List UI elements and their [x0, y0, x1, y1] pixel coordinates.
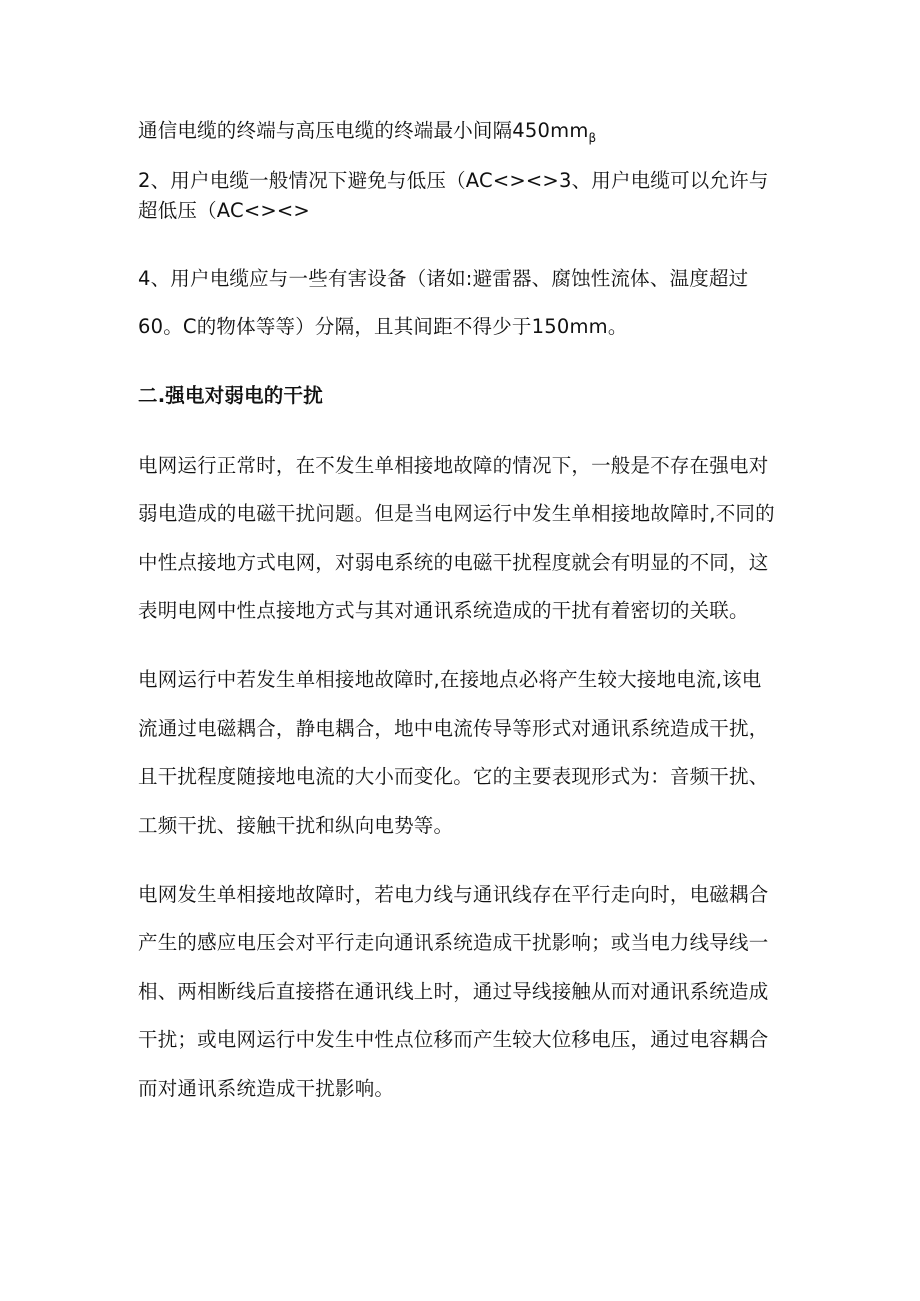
paragraph-2-line: 且干扰程度随接地电流的大小而变化。它的主要表现形式为：音频干扰、: [138, 765, 769, 788]
paragraph-3-line: 电网发生单相接地故障时，若电力线与通讯线存在平行走向时，电磁耦合: [138, 883, 769, 906]
paragraph-3-line: 产生的感应电压会对平行走向通讯系统造成干扰影响；或当电力线导线一: [138, 931, 769, 954]
paragraph-1-line: 中性点接地方式电网，对弱电系统的电磁干扰程度就会有明显的不同，这: [138, 551, 769, 574]
intro-subscript: β: [588, 131, 597, 145]
paragraph-1-line: 表明电网中性点接地方式与其对通讯系统造成的干扰有着密切的关联。: [138, 599, 749, 622]
paragraph-3-line: 而对通讯系统造成干扰影响。: [138, 1077, 395, 1100]
paragraph-1-line: 弱电造成的电磁干扰问题。但是当电网运行中发生单相接地故障时,不同的: [138, 502, 775, 525]
paragraph-2-line: 工频干扰、接触干扰和纵向电势等。: [138, 814, 454, 837]
item-4-line-2: 60。C的物体等等）分隔，且其间距不得少于150mm。: [138, 315, 628, 338]
intro-line: [138, 118, 596, 151]
paragraph-1-line: 电网运行正常时，在不发生单相接地故障的情况下，一般是不存在强电对: [138, 454, 769, 477]
paragraph-3-line: 干扰；或电网运行中发生中性点位移而产生较大位移电压，通过电容耦合: [138, 1028, 769, 1051]
intro-text: 通信电缆的终端与高压电缆的终端最小间隔450mm: [138, 119, 589, 142]
paragraph-3-line: 相、两相断线后直接搭在通讯线上时，通过导线接触从而对通讯系统造成: [138, 980, 769, 1003]
item-2-line-1: 2、用户电缆一般情况下避免与低压（AC<><>3、用户电缆可以允许与: [138, 169, 769, 192]
section-heading: 二.强电对弱电的干扰: [138, 384, 323, 407]
item-4-line-1: 4、用户电缆应与一些有害设备（诸如:避雷器、腐蚀性流体、温度超过: [138, 267, 749, 290]
paragraph-2-line: 电网运行中若发生单相接地故障时,在接地点必将产生较大接地电流,该电: [138, 668, 762, 691]
item-2-line-2: 超低压（AC<><>: [138, 199, 310, 222]
paragraph-2-line: 流通过电磁耦合，静电耦合，地中电流传导等形式对通讯系统造成干扰，: [138, 717, 769, 740]
